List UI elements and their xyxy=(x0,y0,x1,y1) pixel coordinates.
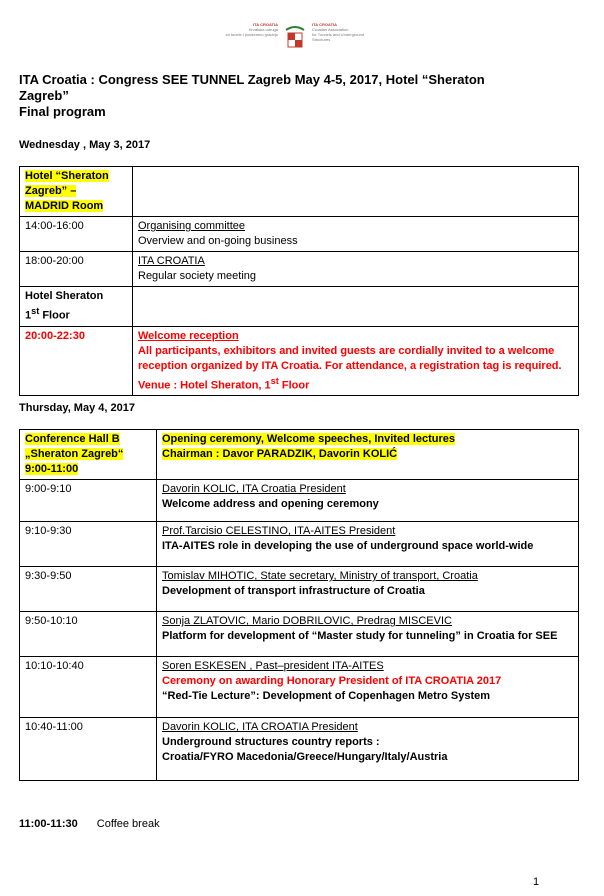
logo-line: for Tunnels and Underground Structures xyxy=(312,32,365,42)
table-row xyxy=(20,167,579,217)
venue-cell xyxy=(20,287,133,327)
title-line: ITA Croatia : Congress SEE TUNNEL Zagreb May 4-5, 2017, Hotel “Sheraton xyxy=(19,72,485,87)
logo-text-croatian xyxy=(216,22,278,37)
table-row xyxy=(20,252,579,287)
session-detail: Overview and on-going business xyxy=(138,235,298,247)
welcome-text: All participants, exhibitors and invited guests are cordially invited to a welcome reception organized by ITA Croatia. For attendance, a registration tag is required. xyxy=(138,344,562,372)
chairman-line: Chairman : Davor PARADZIK, Davorin KOLIĆ xyxy=(162,448,398,460)
table-row xyxy=(20,657,579,718)
session-cell xyxy=(133,217,579,252)
session-detail: “Red-Tie Lecture”: Development of Copenhagen Metro System xyxy=(162,690,491,702)
session-speaker: Davorin KOLIC, ITA CROATIA President xyxy=(162,721,358,733)
opening-line: Opening ceremony, Welcome speeches, Invited lectures xyxy=(162,433,456,445)
title-line: Zagreb” xyxy=(19,88,69,103)
welcome-venue-floor: Floor xyxy=(278,379,310,392)
venue-line: MADRID Room xyxy=(25,200,104,212)
venue-floor-number: 1 xyxy=(25,309,32,322)
session-cell xyxy=(157,567,579,612)
venue-floor-word: Floor xyxy=(39,309,70,322)
session-speaker: Davorin KOLIC, ITA Croatia President xyxy=(162,483,346,495)
welcome-venue-suffix: st xyxy=(270,375,279,386)
logo-name: ITA CROATIA xyxy=(312,22,338,27)
session-cell xyxy=(157,612,579,657)
day2-heading: Thursday, May 4, 2017 xyxy=(19,402,135,414)
day2-program-table xyxy=(19,429,579,781)
checkerboard-emblem-icon xyxy=(284,24,306,50)
time-cell: 20:00-22:30 xyxy=(20,326,133,396)
venue-line: Conference Hall B xyxy=(25,433,120,445)
session-detail: Platform for development of “Master study for tunneling” in Croatia for SEE xyxy=(162,630,558,642)
time-cell: 9:30-9:50 xyxy=(20,567,157,612)
venue-cell xyxy=(20,167,133,217)
table-row xyxy=(20,567,579,612)
venue-floor-suffix: st xyxy=(31,306,40,316)
ita-croatia-logo xyxy=(216,22,376,56)
logo-line: Croatian Association xyxy=(312,27,349,32)
coffee-time: 11:00-11:30 xyxy=(19,818,78,830)
table-row xyxy=(20,522,579,567)
session-cell xyxy=(157,430,579,480)
logo-text-english xyxy=(312,22,374,42)
table-row xyxy=(20,480,579,522)
session-speaker: Organising committee xyxy=(138,220,245,232)
session-speaker: ITA CROATIA xyxy=(138,255,205,267)
session-cell xyxy=(157,522,579,567)
day1-program-table xyxy=(19,166,579,396)
table-row xyxy=(20,287,579,327)
session-speaker: Prof.Tarcisio CELESTINO, ITA-AITES President xyxy=(162,525,396,537)
venue-line: 9:00-11:00 xyxy=(25,463,79,475)
logo-line: Hrvatska udruga xyxy=(248,27,278,32)
session-speaker: Sonja ZLATOVIC, Mario DOBRILOVIC, Predrag MISCEVIC xyxy=(162,615,452,627)
logo-line: za tunele i podzemnu gradnju xyxy=(225,32,278,37)
table-row xyxy=(20,217,579,252)
table-row xyxy=(20,326,579,396)
empty-cell xyxy=(133,167,579,217)
venue-line: Hotel Sheraton xyxy=(25,290,104,302)
empty-cell xyxy=(133,287,579,327)
logo-name: ITA CROATIA xyxy=(252,22,278,27)
time-cell: 9:10-9:30 xyxy=(20,522,157,567)
time-cell: 14:00-16:00 xyxy=(20,217,133,252)
welcome-venue: Venue : Hotel Sheraton, 1 xyxy=(138,379,271,392)
time-cell: 9:50-10:10 xyxy=(20,612,157,657)
table-row xyxy=(20,718,579,781)
time-cell: 18:00-20:00 xyxy=(20,252,133,287)
session-detail: Croatia/FYRO Macedonia/Greece/Hungary/Italy/Austria xyxy=(162,751,448,763)
table-row xyxy=(20,430,579,480)
session-cell xyxy=(157,657,579,718)
time-cell: 9:00-9:10 xyxy=(20,480,157,522)
session-detail: Development of transport infrastructure of Croatia xyxy=(162,585,425,597)
coffee-label: Coffee break xyxy=(96,818,160,830)
day1-heading: Wednesday , May 3, 2017 xyxy=(19,139,151,151)
session-cell xyxy=(157,718,579,781)
session-detail: Welcome address and opening ceremony xyxy=(162,498,379,510)
session-detail: Underground structures country reports : xyxy=(162,736,380,748)
title-line: Final program xyxy=(19,104,106,119)
award-ceremony: Ceremony on awarding Honorary President of ITA CROATIA 2017 xyxy=(162,675,502,687)
session-speaker: Soren ESKESEN , Past–president ITA-AITES xyxy=(162,660,384,672)
venue-cell xyxy=(20,430,157,480)
session-speaker: Tomislav MIHOTIC, State secretary, Ministry of transport, Croatia xyxy=(162,570,478,582)
table-row xyxy=(20,612,579,657)
coffee-break xyxy=(19,818,160,830)
session-detail: Regular society meeting xyxy=(138,270,257,282)
session-cell xyxy=(157,480,579,522)
time-cell: 10:10-10:40 xyxy=(20,657,157,718)
session-detail: ITA-AITES role in developing the use of underground space world-wide xyxy=(162,540,534,552)
time-cell: 10:40-11:00 xyxy=(20,718,157,781)
welcome-title: Welcome reception xyxy=(138,329,239,342)
page-number: 1 xyxy=(533,876,540,888)
venue-line: „Sheraton Zagreb“ xyxy=(25,448,124,460)
page-title xyxy=(19,72,539,120)
session-cell xyxy=(133,326,579,396)
session-cell xyxy=(133,252,579,287)
venue-line: Hotel “Sheraton xyxy=(25,170,109,182)
venue-line: Zagreb” – xyxy=(25,185,77,197)
